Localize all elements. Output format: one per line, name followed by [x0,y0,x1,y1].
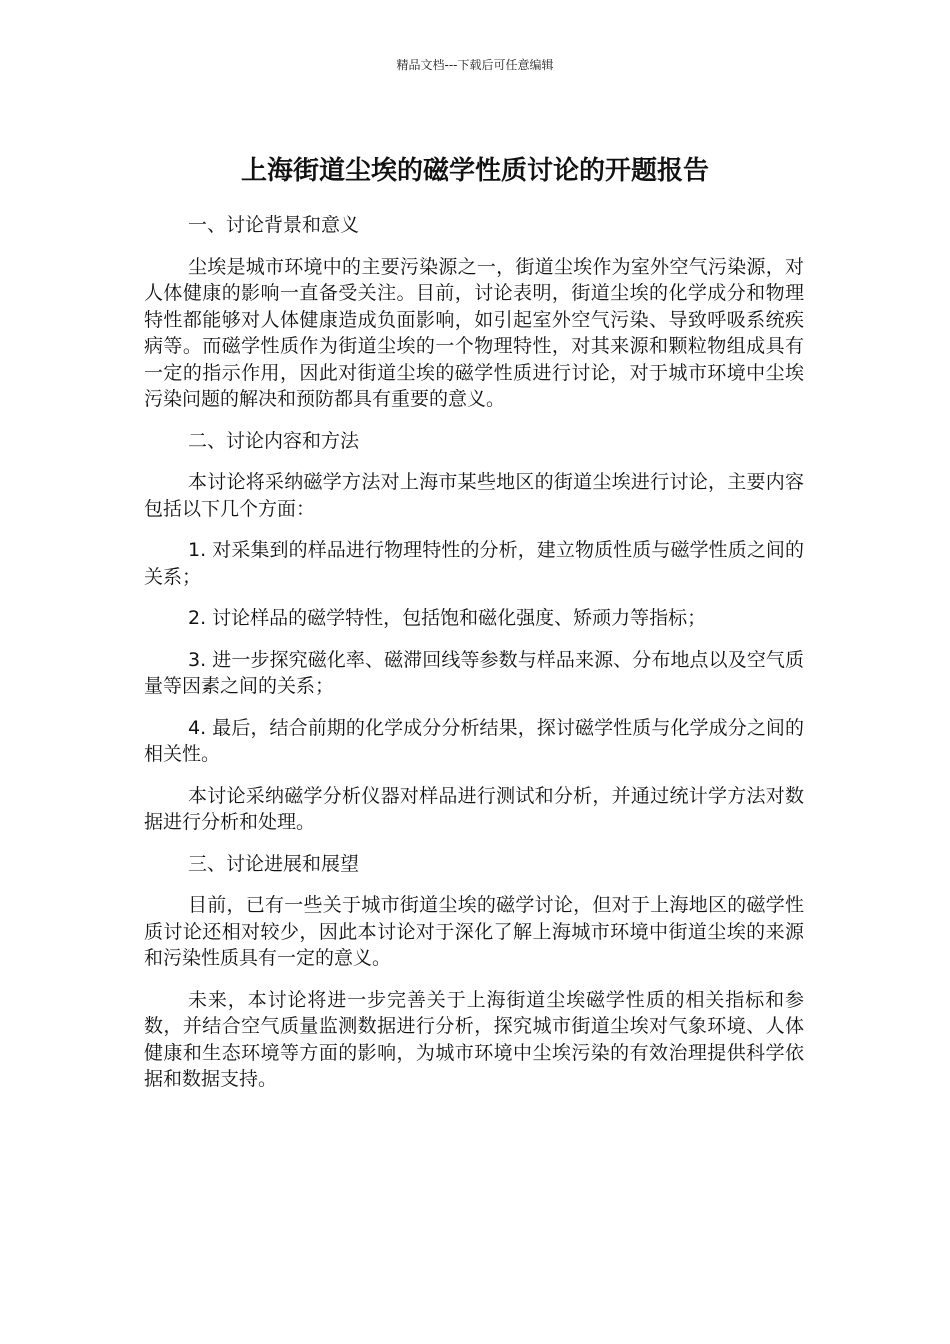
outlook-paragraph: 未来，本讨论将进一步完善关于上海街道尘埃磁学性质的相关指标和参数，并结合空气质量监测数据进行分析，探究城市街道尘埃对气象环境、人体健康和生态环境等方面的影响，为城市环境中尘埃污染的有效治理提供科学依据和数据支持。 [144,988,804,1090]
document-title: 上海街道尘埃的磁学性质讨论的开题报告 [240,156,709,187]
progress-paragraph: 目前，已有一些关于城市街道尘埃的磁学讨论，但对于上海地区的磁学性质讨论还相对较少，因此本讨论对于深化了解上海城市环境中街道尘埃的来源和污染性质具有一定的意义。 [144,894,804,969]
content-item-4: 4. 最后，结合前期的化学成分分析结果，探讨磁学性质与化学成分之间的相关性。 [144,716,804,765]
content-item-1: 1. 对采集到的样品进行物理特性的分析，建立物质性质与磁学性质之间的关系； [144,539,804,588]
content-item-3: 3. 进一步探究磁化率、磁滞回线等参数与样品来源、分布地点以及空气质量等因素之间的关系； [144,648,804,697]
content-item-2: 2. 讨论样品的磁学特性，包括饱和磁化强度、矫顽力等指标； [188,607,707,629]
content-intro-paragraph: 本讨论将采纳磁学方法对上海市某些地区的街道尘埃进行讨论，主要内容包括以下几个方面： [144,471,804,520]
document-body [144,212,804,1108]
header-note: 精品文档---下载后可任意编辑 [396,58,554,72]
method-paragraph: 本讨论采纳磁学分析仪器对样品进行测试和分析，并通过统计学方法对数据进行分析和处理。 [144,784,804,833]
background-paragraph: 尘埃是城市环境中的主要污染源之一，街道尘埃作为室外空气污染源，对人体健康的影响一直备受关注。目前，讨论表明，街道尘埃的化学成分和物理特性都能够对人体健康造成负面影响，如引起室外空气污染、导致呼吸系统疾病等。而磁学性质作为街道尘埃的一个物理特性，对其来源和颗粒物组成具有一定的指示作用，因此对街道尘埃的磁学性质进行讨论，对于城市环境中尘埃污染问题的解决和预防都具有重要的意义。 [144,255,804,410]
section-heading-content-methods: 二、讨论内容和方法 [188,429,360,452]
section-heading-progress-outlook: 三、讨论进展和展望 [188,852,360,875]
section-heading-background: 一、讨论背景和意义 [188,214,360,236]
